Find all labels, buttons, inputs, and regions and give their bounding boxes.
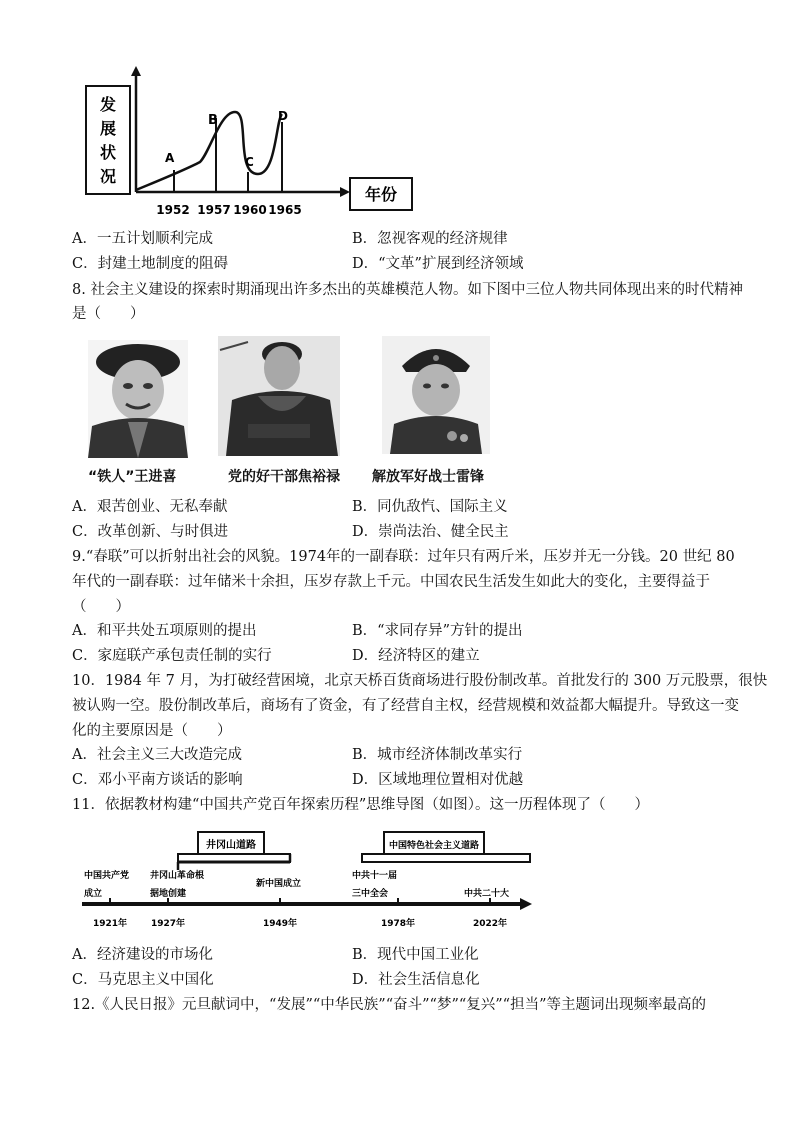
party-history-timeline (80, 820, 540, 938)
timeline-event-3: 新中国成立 (256, 879, 302, 889)
timeline-year-1927: 1927年 (150, 919, 186, 929)
q11-option-a[interactable]: A．经济建设的市场化 (72, 947, 213, 963)
q8-stem-line-2: 是（ ） (72, 306, 145, 322)
q10-option-c[interactable]: C．邓小平南方谈话的影响 (72, 772, 243, 788)
timeline-event-2a: 井冈山革命根 (150, 871, 205, 881)
photo-jiao-yulu (218, 336, 340, 456)
q8-option-b[interactable]: B．同仇敌忾、国际主义 (352, 499, 508, 515)
q10-option-b[interactable]: B．城市经济体制改革实行 (352, 747, 523, 763)
q9-stem-line-2: 年代的一副春联：过年储米十余担，压岁存款上千元。中国农民生活发生如此大的变化，主要得益于 (72, 574, 710, 590)
q12-stem: 12.《人民日报》元旦献词中，“发展”“中华民族”“奋斗”“梦”“复兴”“担当”等主题词出现频率最高的 (72, 997, 707, 1013)
timeline-year-1949: 1949年 (262, 919, 298, 929)
chart-year-1957: 1957 (197, 203, 231, 217)
q10-option-a[interactable]: A．社会主义三大改造完成 (72, 747, 242, 763)
timeline-event-2b: 据地创建 (150, 889, 187, 899)
timeline-event-4b: 三中全会 (352, 889, 389, 899)
q8-option-d[interactable]: D．崇尚法治、健全民主 (352, 524, 509, 540)
q8-stem-line-1: 8. 社会主义建设的探索时期涌现出许多杰出的英雄模范人物。如下图中三位人物共同体现出来的时代精神 (72, 282, 743, 298)
caption-lei-feng: 解放军好战士雷锋 (372, 469, 484, 485)
chart-xlabel: 年份 (364, 185, 398, 204)
q7-option-a[interactable]: A．一五计划顺利完成 (72, 231, 213, 247)
chart-point-a: A (165, 151, 175, 165)
chart-point-d: D (278, 109, 288, 123)
photo-wang-jinxi (88, 340, 188, 458)
q10-stem-line-3: 化的主要原因是（ ） (72, 723, 232, 739)
chart-year-1952: 1952 (156, 203, 190, 217)
q8-option-c[interactable]: C．改革创新、与时俱进 (72, 524, 229, 540)
q7-option-b[interactable]: B．忽视客观的经济规律 (352, 231, 508, 247)
timeline-event-1b: 成立 (84, 889, 103, 899)
timeline-event-4a: 中共十一届 (352, 871, 398, 881)
q9-stem-line-3: （ ） (72, 599, 130, 615)
q11-stem: 11．依据教材构建“中国共产党百年探索历程”思维导图（如图）。这一历程体现了（ ） (72, 797, 650, 813)
q9-option-d[interactable]: D．经济特区的建立 (352, 648, 480, 664)
timeline-event-1a: 中国共产党 (84, 871, 130, 881)
chart-year-1960: 1960 (233, 203, 267, 217)
chart-point-b: B (208, 113, 218, 128)
timeline-year-1921: 1921年 (92, 919, 128, 929)
caption-wang-jinxi: “铁人”王进喜 (88, 469, 177, 485)
chart-ylabel-4: 况 (99, 167, 117, 186)
chart-year-1965: 1965 (268, 203, 302, 217)
q7-option-c[interactable]: C．封建土地制度的阻碍 (72, 256, 229, 272)
caption-jiao-yulu: 党的好干部焦裕禄 (228, 469, 340, 485)
timeline-year-2022: 2022年 (472, 919, 508, 929)
chart-x-arrow (340, 187, 350, 197)
timeline-event-5: 中共二十大 (464, 889, 510, 899)
chart-ylabel-3: 状 (99, 143, 117, 162)
chart-y-arrow (131, 66, 141, 76)
q11-option-c[interactable]: C．马克思主义中国化 (72, 972, 214, 988)
q9-option-c[interactable]: C．家庭联产承包责任制的实行 (72, 648, 272, 664)
q11-option-d[interactable]: D．社会生活信息化 (352, 972, 480, 988)
q10-option-d[interactable]: D．区域地理位置相对优越 (352, 772, 524, 788)
q9-option-b[interactable]: B．“求同存异”方针的提出 (352, 623, 523, 639)
timeline-year-1978: 1978年 (380, 919, 416, 929)
q9-option-a[interactable]: A．和平共处五项原则的提出 (72, 623, 257, 639)
chart-ylabel-2: 展 (99, 119, 117, 138)
q8-option-a[interactable]: A．艰苦创业、无私奉献 (72, 499, 228, 515)
photo-lei-feng (382, 336, 490, 454)
development-chart (80, 62, 420, 222)
chart-point-c: C (245, 155, 254, 169)
q9-stem-line-1: 9.“春联”可以折射出社会的风貌。1974年的一副春联：过年只有两斤米，压岁并无一分钱。20 世纪 80 (72, 549, 735, 565)
q7-option-d[interactable]: D．“文革”扩展到经济领域 (352, 256, 524, 272)
timeline-box-socialism-label: 中国特色社会主义道路 (388, 841, 480, 851)
timeline-box-jinggangshan-label: 井冈山道路 (206, 840, 256, 851)
q10-stem-line-2: 被认购一空。股份制改革后，商场有了资金，有了经营自主权，经营规模和效益都大幅提升。导致这一变 (72, 698, 739, 714)
q10-stem-line-1: 10．1984 年 7 月，为打破经营困境，北京天桥百货商场进行股份制改革。首批发行的 300 万元股票，很快 (72, 673, 768, 689)
q11-option-b[interactable]: B．现代中国工业化 (352, 947, 479, 963)
chart-ylabel-1: 发 (99, 95, 117, 114)
